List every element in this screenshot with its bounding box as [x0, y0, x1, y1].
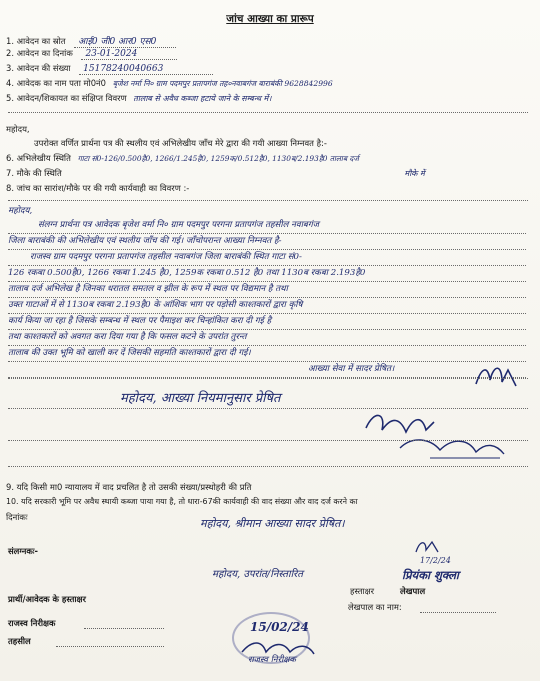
- stamp-text: राजस्व निरीक्षक: [248, 655, 296, 665]
- field-number-value: 15178240040663: [79, 64, 213, 75]
- field-court-case: 9. यदि किसी मा0 न्यायालय में वाद प्रचलित है तो उसकी संख्या/प्रस्थोहरी की प्रति: [6, 482, 252, 492]
- body-line: तथा काश्तकारों को अवगत करा दिया गया है कि फसल कटने के उपरांत तुरन्त: [8, 330, 526, 346]
- body-line: संलग्न प्रार्थना पत्र आवेदक बृजेश वर्मा नि० ग्राम पदमपुर परगना प्रतापगंज तहसील नवाबगंज: [8, 218, 526, 234]
- field-site-status: [6, 168, 425, 179]
- body-line: जिला बाराबंकी की अभिलेखीय एवं स्थलीय जाँच की गई। जाँचोपरान्त आख्या निम्नवत है-: [8, 234, 526, 250]
- intro-text: उपरोक्त वर्णित प्रार्थना पत्र की स्थलीय एवं अभिलेखीय जाँच मेरे द्वारा की गयी आख्या निम्नवत है:-: [34, 138, 327, 148]
- field-number-label: 3. आवेदन की संख्या: [6, 63, 71, 73]
- lekhpal-mark: [412, 538, 442, 556]
- handwritten-note: महोदय, आख्या नियमानुसार प्रेषित: [120, 391, 281, 406]
- divider: [8, 378, 528, 379]
- field-applicant-label: 4. आवेदक का नाम पता मो0नं0: [6, 78, 107, 88]
- body-line: तालाब की उक्त भूमि को खाली कर दें जिसकी सहमति काश्तकारों द्वारा दी गई।: [8, 346, 526, 362]
- body-line: तालाब दर्ज अभिलेख है जिनका धरातल समतल व झील के रूप में स्थल पर विद्यमान है तथा: [8, 282, 526, 298]
- field-summary-value: तालाब से अवैध कब्जा हटाये जाने के सम्बन्ध में।: [133, 94, 272, 103]
- lekhpal-sign-label: हस्ताक्षर: [350, 586, 375, 596]
- attachments-label: संलग्नकः-: [8, 546, 38, 556]
- field-date: [6, 48, 177, 59]
- lekhpal-name-line: [420, 612, 496, 613]
- field-applicant: [6, 78, 333, 89]
- field-section67-date-label: दिनांकः: [6, 512, 28, 522]
- lekhpal-date: 17/2/24: [420, 556, 451, 565]
- divider: [8, 440, 528, 441]
- divider: [8, 466, 528, 467]
- field-record-status-label: 6. अभिलेखीय स्थिति: [6, 153, 71, 163]
- applicant-signature-label: प्रार्थी/आवेदक के हस्ताक्षर: [8, 594, 86, 604]
- revenue-inspector-label: राजस्व निरीक्षक: [8, 618, 56, 628]
- field-site-status-value: मौके में: [404, 169, 425, 178]
- field-source: [6, 34, 176, 47]
- field-site-status-label: 7. मौके की स्थिति: [6, 168, 62, 178]
- stamp-date: 15/02/24: [250, 620, 309, 634]
- body-salutation: महोदय,: [8, 206, 33, 216]
- lekhpal-signature: प्रियंका शुक्ला: [402, 568, 459, 582]
- divider: [8, 200, 528, 201]
- middle-note: महोदय, उपरांत/निस्तारित: [212, 569, 303, 580]
- tehsildar-label: तहसील: [8, 636, 31, 646]
- field-record-status-value: गाटा सं0-126/0.500है0, 1266/1.245है0, 1259क/0.512है0, 1130ब/2.193है0 तालाब दर्ज: [77, 154, 359, 163]
- field-date-value: 23-01-2024: [81, 49, 177, 60]
- body-line: कार्य किया जा रहा है जिसके सम्बन्ध में स्थल पर पैमाइश कर चिन्हांकित करा दी गई है: [8, 314, 526, 330]
- field-number: [6, 63, 213, 74]
- field-date-label: 2. आवेदन का दिनांक: [6, 48, 73, 58]
- field-source-value: आई0 जी0 आर0 एस0: [74, 37, 176, 48]
- field-record-status: [6, 153, 359, 164]
- body-line: 126 रकबा 0.500है0, 1266 रकबा 1.245 है0, 1259क रकबा 0.512 है0 तथा 1130ब रकबा 2.193है0: [8, 266, 526, 282]
- field-applicant-value: बृजेश नर्मा नि० ग्राम पदमपुर प्रतापगंज तह०नवाबगंज बाराबंकी 9628842996: [112, 79, 333, 88]
- field-section67-note: महोदय, श्रीमान आख्या सादर प्रेषित।: [200, 517, 345, 530]
- field-summary: [6, 93, 271, 104]
- form-title: जांच आख्या का प्रारूप: [226, 13, 314, 25]
- body-line: उक्त गाटाओं में से 1130ब रकबा 2.193है0 के आंशिक भाग पर पड़ोसी काश्तकारों द्वारा कृषि: [8, 298, 526, 314]
- lekhpal-initial-signature: [472, 360, 522, 390]
- mahoday-label: महोदय,: [6, 124, 30, 134]
- field-source-label: 1. आवेदन का स्रोत: [6, 36, 66, 46]
- field-inquiry-summary-label: 8. जांच का सारांश/मौके पर की गयी कार्यवाही का विवरण :-: [6, 183, 190, 193]
- field-section67: 10. यदि सरकारी भूमि पर अवैध स्थायी कब्जा पाया गया है, तो धारा-67की कार्यवाही की वाद संख्या और वाद दर्ज करने का: [6, 497, 358, 506]
- lekhpal-designation: लेखपाल: [400, 586, 426, 596]
- divider: [8, 112, 528, 113]
- tehsildar-line: [56, 646, 164, 647]
- officer-signature: [360, 408, 510, 468]
- lekhpal-name-label: लेखपाल का नाम:: [348, 602, 402, 612]
- body-line: आख्या सेवा में सादर प्रेषित।: [8, 362, 526, 378]
- body-line: राजस्व ग्राम पदमपुर परगना प्रतापगंज तहसील नवाबगंज जिला बाराबंकी स्थित गाटा सं0-: [8, 250, 526, 266]
- revenue-inspector-line: [84, 628, 164, 629]
- field-summary-label: 5. आवेदन/शिकायत का संक्षिप्त विवरण: [6, 93, 127, 103]
